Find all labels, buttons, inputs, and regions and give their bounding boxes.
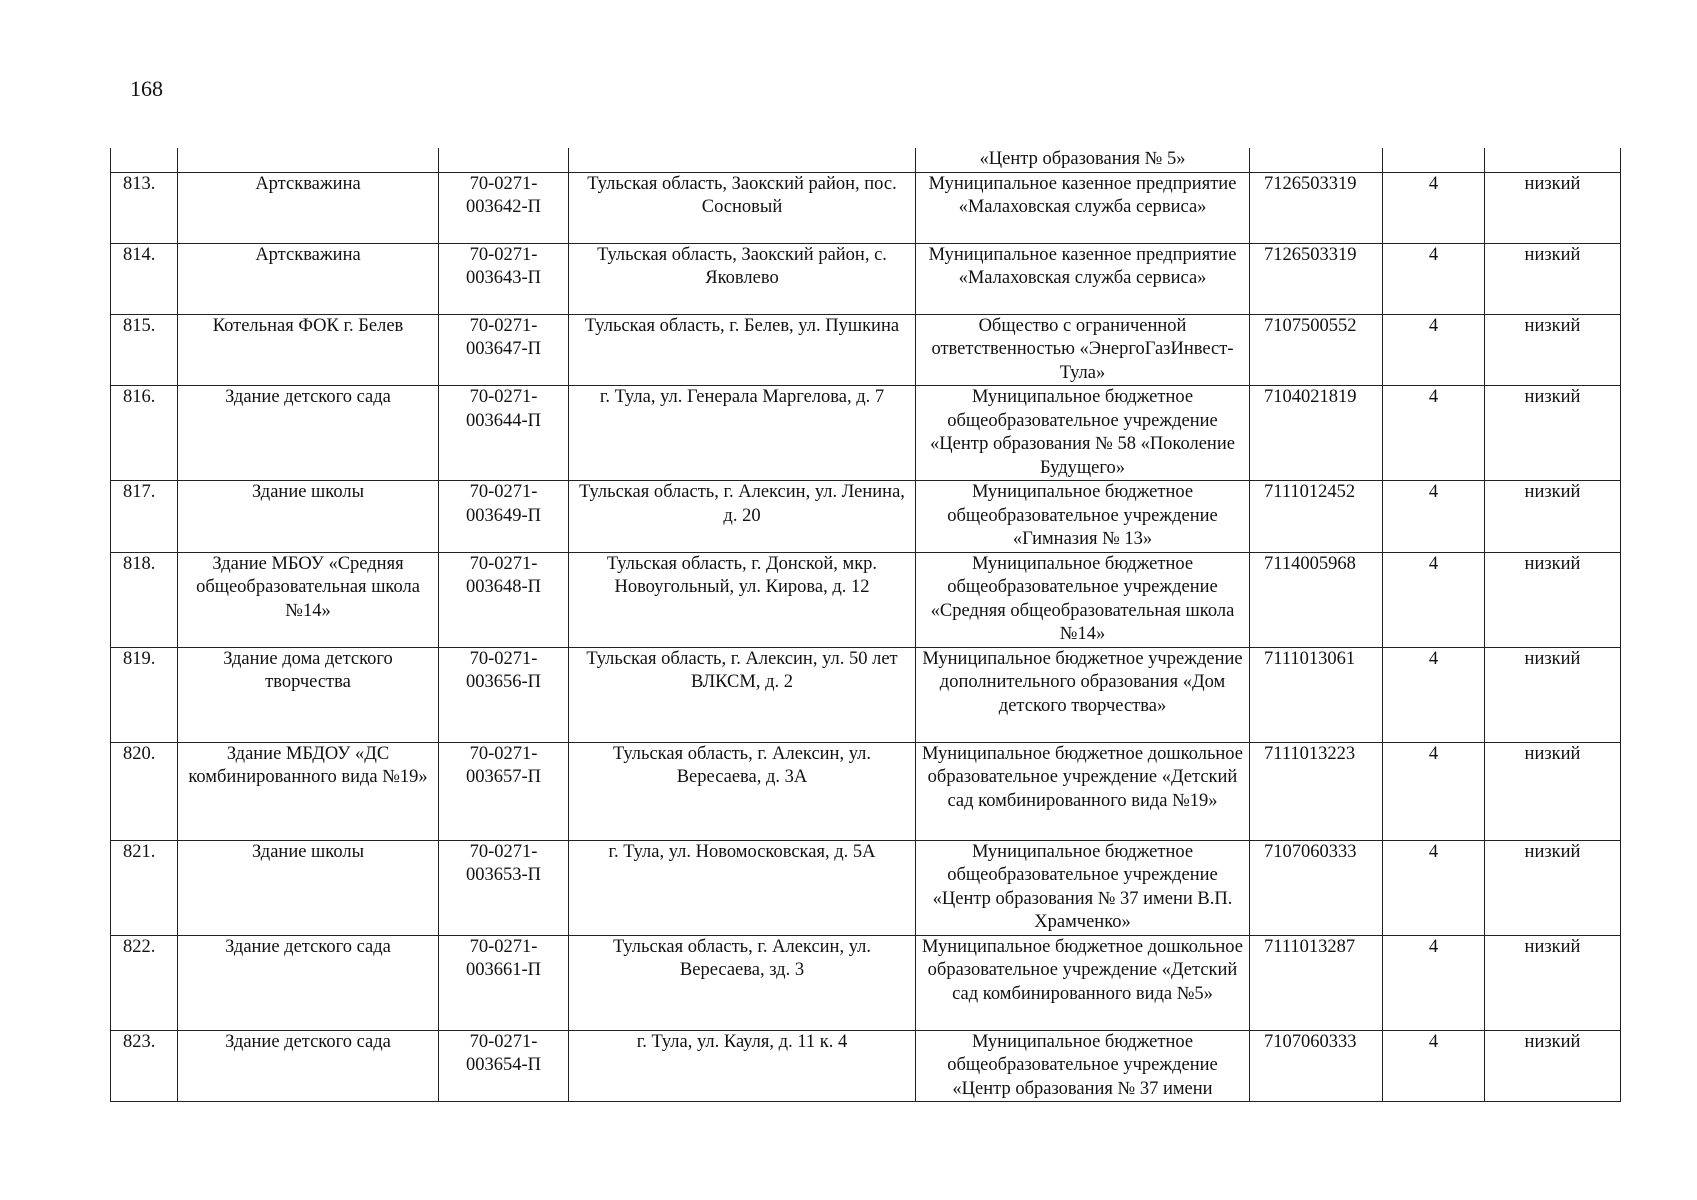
cell-inn: 7107060333 (1250, 840, 1383, 935)
cell-address: Тульская область, г. Алексин, ул. Вересаева, д. 3А (569, 742, 916, 840)
cell-code: 70-0271-003649-П (439, 481, 569, 553)
cell-address: Тульская область, г. Белев, ул. Пушкина (569, 314, 916, 386)
cell-owner: Муниципальное бюджетное общеобразовательное учреждение «Центр образования № 37 имени В.П. Храмченко» (916, 840, 1250, 935)
cell-category: 4 (1383, 314, 1485, 386)
cell-inn: 7114005968 (1250, 552, 1383, 647)
cell-address: г. Тула, ул. Генерала Маргелова, д. 7 (569, 386, 916, 481)
cell-risk: низкий (1485, 552, 1621, 647)
cell-address: Тульская область, г. Донской, мкр. Новоугольный, ул. Кирова, д. 12 (569, 552, 916, 647)
cell-category: 4 (1383, 647, 1485, 742)
cell-num: 819. (111, 647, 178, 742)
cell-name: Здание детского сада (178, 935, 439, 1030)
cell-num: 813. (111, 172, 178, 243)
cell-code: 70-0271-003648-П (439, 552, 569, 647)
cell-code: 70-0271-003661-П (439, 935, 569, 1030)
cell-name: Здание детского сада (178, 1030, 439, 1102)
cell-num: 820. (111, 742, 178, 840)
cell-category: 4 (1383, 172, 1485, 243)
cell-address: Тульская область, Заокский район, с. Яковлево (569, 243, 916, 314)
cell-risk: низкий (1485, 742, 1621, 840)
cell-category: 4 (1383, 742, 1485, 840)
cell-inn: 7107060333 (1250, 1030, 1383, 1102)
cell-num: 814. (111, 243, 178, 314)
cell-owner: Муниципальное бюджетное общеобразовательное учреждение «Центр образования № 37 имени (916, 1030, 1250, 1102)
cell-name: Здание детского сада (178, 386, 439, 481)
cell-risk: низкий (1485, 386, 1621, 481)
cell-risk: низкий (1485, 935, 1621, 1030)
cell-address: Тульская область, Заокский район, пос. Сосновый (569, 172, 916, 243)
cell-num: 823. (111, 1030, 178, 1102)
cell-risk (1485, 148, 1621, 172)
cell-owner: Муниципальное бюджетное общеобразовательное учреждение «Центр образования № 58 «Поколение Будущего» (916, 386, 1250, 481)
cell-num (111, 148, 178, 172)
cell-name: Здание школы (178, 840, 439, 935)
cell-name: Здание МБДОУ «ДС комбинированного вида №19» (178, 742, 439, 840)
cell-address: г. Тула, ул. Новомосковская, д. 5А (569, 840, 916, 935)
cell-address: Тульская область, г. Алексин, ул. Ленина, д. 20 (569, 481, 916, 553)
cell-owner: Муниципальное бюджетное дошкольное образовательное учреждение «Детский сад комбинированного вида №19» (916, 742, 1250, 840)
cell-category: 4 (1383, 552, 1485, 647)
cell-code: 70-0271-003643-П (439, 243, 569, 314)
cell-category: 4 (1383, 243, 1485, 314)
cell-risk: низкий (1485, 647, 1621, 742)
cell-num: 817. (111, 481, 178, 553)
cell-name: Здание дома детского творчества (178, 647, 439, 742)
cell-inn: 7126503319 (1250, 243, 1383, 314)
cell-category: 4 (1383, 1030, 1485, 1102)
continuation-row (111, 148, 1621, 172)
cell-name: Котельная ФОК г. Белев (178, 314, 439, 386)
cell-owner: Муниципальное казенное предприятие «Малаховская служба сервиса» (916, 243, 1250, 314)
cell-num: 818. (111, 552, 178, 647)
cell-code: 70-0271-003647-П (439, 314, 569, 386)
table-row (111, 243, 1621, 314)
cell-owner: Муниципальное бюджетное общеобразовательное учреждение «Гимназия № 13» (916, 481, 1250, 553)
table-row (111, 1030, 1621, 1102)
cell-owner: Муниципальное бюджетное учреждение дополнительного образования «Дом детского творчества» (916, 647, 1250, 742)
cell-owner: Муниципальное бюджетное общеобразовательное учреждение «Средняя общеобразовательная школа №14» (916, 552, 1250, 647)
cell-inn: 7111012452 (1250, 481, 1383, 553)
registry-table (110, 148, 1621, 1102)
cell-address (569, 148, 916, 172)
cell-num: 815. (111, 314, 178, 386)
cell-inn: 7111013223 (1250, 742, 1383, 840)
table-row (111, 647, 1621, 742)
cell-name: Здание МБОУ «Средняя общеобразовательная школа №14» (178, 552, 439, 647)
cell-inn: 7126503319 (1250, 172, 1383, 243)
cell-category: 4 (1383, 840, 1485, 935)
cell-risk: низкий (1485, 243, 1621, 314)
cell-owner: Общество с ограниченной ответственностью «ЭнергоГазИнвест-Тула» (916, 314, 1250, 386)
table-row (111, 935, 1621, 1030)
cell-name: Артскважина (178, 243, 439, 314)
cell-num: 821. (111, 840, 178, 935)
table-row (111, 552, 1621, 647)
cell-code: 70-0271-003653-П (439, 840, 569, 935)
cell-risk: низкий (1485, 481, 1621, 553)
cell-name (178, 148, 439, 172)
cell-owner: «Центр образования № 5» (916, 148, 1250, 172)
cell-name: Артскважина (178, 172, 439, 243)
table-row (111, 481, 1621, 553)
cell-category: 4 (1383, 935, 1485, 1030)
table-row (111, 172, 1621, 243)
page-number: 168 (130, 76, 163, 101)
cell-code: 70-0271-003644-П (439, 386, 569, 481)
cell-owner: Муниципальное бюджетное дошкольное образовательное учреждение «Детский сад комбинированного вида №5» (916, 935, 1250, 1030)
cell-inn (1250, 148, 1383, 172)
cell-owner: Муниципальное казенное предприятие «Малаховская служба сервиса» (916, 172, 1250, 243)
table-row (111, 742, 1621, 840)
cell-address: г. Тула, ул. Кауля, д. 11 к. 4 (569, 1030, 916, 1102)
cell-num: 822. (111, 935, 178, 1030)
cell-category: 4 (1383, 481, 1485, 553)
cell-risk: низкий (1485, 1030, 1621, 1102)
cell-name: Здание школы (178, 481, 439, 553)
cell-inn: 7107500552 (1250, 314, 1383, 386)
registry-body (111, 148, 1621, 1102)
cell-category: 4 (1383, 386, 1485, 481)
cell-address: Тульская область, г. Алексин, ул. 50 лет ВЛКСМ, д. 2 (569, 647, 916, 742)
cell-num: 816. (111, 386, 178, 481)
cell-risk: низкий (1485, 314, 1621, 386)
cell-inn: 7104021819 (1250, 386, 1383, 481)
cell-risk: низкий (1485, 172, 1621, 243)
table-row (111, 314, 1621, 386)
table-row (111, 386, 1621, 481)
cell-code: 70-0271-003657-П (439, 742, 569, 840)
cell-code: 70-0271-003642-П (439, 172, 569, 243)
cell-code: 70-0271-003654-П (439, 1030, 569, 1102)
cell-inn: 7111013061 (1250, 647, 1383, 742)
cell-code: 70-0271-003656-П (439, 647, 569, 742)
cell-code (439, 148, 569, 172)
cell-inn: 7111013287 (1250, 935, 1383, 1030)
table-row (111, 840, 1621, 935)
cell-address: Тульская область, г. Алексин, ул. Вересаева, зд. 3 (569, 935, 916, 1030)
cell-risk: низкий (1485, 840, 1621, 935)
cell-category (1383, 148, 1485, 172)
